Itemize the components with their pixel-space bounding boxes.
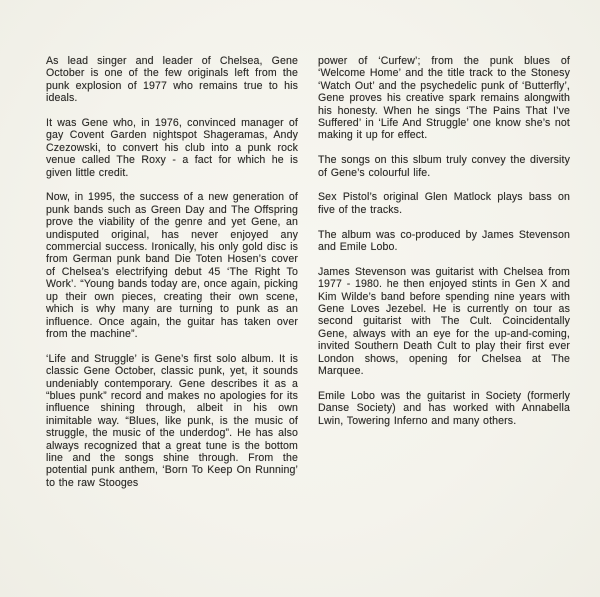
left-column <box>46 55 298 489</box>
paragraph-right-curfew: power of ‘Curfew’; from the punk blues of ‘Welcome Home’ and the title track to the Stonesy ‘Watch Out’ and the psychedelic punk of ‘Butterfly’, Gene proves his creative spark remains alongwith his honesty. When he sings ‘The Pains That I’ve Suffered’ in ‘Life And Struggle’ one know she’s not making it up for effect. <box>318 55 570 142</box>
paragraph-left-roxy: It was Gene who, in 1976, convinced manager of gay Covent Garden nightspot Shageramas, Andy Czezowski, to convert his club into a punk rock venue called The Roxy - a fact for which he is given little credit. <box>46 117 298 179</box>
right-column <box>318 55 570 427</box>
paragraph-right-stevenson: James Stevenson was guitarist with Chelsea from 1977 - 1980. he then enjoyed stints in Gen X and Kim Wilde’s band before spending nine years with Gene Loves Jezebel. He is currently on tour as second guitarist with The Cult. Coincidentally Gene, always with an eye for the up-and-coming, invited Southern Death Cult to play their first ever London shows, opening for Chelsea at The Marquee. <box>318 265 570 378</box>
paragraph-right-songs: The songs on this slbum truly convey the diversity of Gene’s colourful life. <box>318 154 570 179</box>
paragraph-left-intro: As lead singer and leader of Chelsea, Gene October is one of the few originals left from the punk explosion of 1977 who remains true to his ideals. <box>46 55 298 105</box>
paragraph-right-lobo: Emile Lobo was the guitarist in Society (formerly Danse Society) and has worked with Annabella Lwin, Towering Inferno and many others. <box>318 389 570 427</box>
paragraph-left-1995: Now, in 1995, the success of a new generation of punk bands such as Green Day and The Offspring prove the viability of the genre and yet Gene, an undisputed original, has never enjoyed any commercial success. Ironically, his only gold disc is from German punk band Die Toten Hosen’s cover of Chelsea’s electrifying debut 45 ‘The Right To Work’. “Young bands today are, once again, picking up their own pieces, creating their own scene, which is why many are turning to punk as an influence. Once again, the guitar has taken over from the machine”. <box>46 191 298 340</box>
paragraph-left-life-struggle: ‘Life and Struggle’ is Gene’s first solo album. It is classic Gene October, classic punk, yet, it sounds undeniably contemporary. Gene describes it as a “blues punk” record and makes no apologies for its influence shining through, albeit in his own inimitable way. “Blues, like punk, is the music of struggle, the music of the underdog”. He has also always recognized that a great tune is the bottom line and the songs shine through. From the potential punk anthem, ‘Born To Keep On Running’ to the raw Stooges <box>46 352 298 489</box>
paragraph-right-matlock: Sex Pistol’s original Glen Matlock plays bass on five of the tracks. <box>318 191 570 216</box>
paragraph-right-coproduced: The album was co-produced by James Stevenson and Emile Lobo. <box>318 228 570 254</box>
